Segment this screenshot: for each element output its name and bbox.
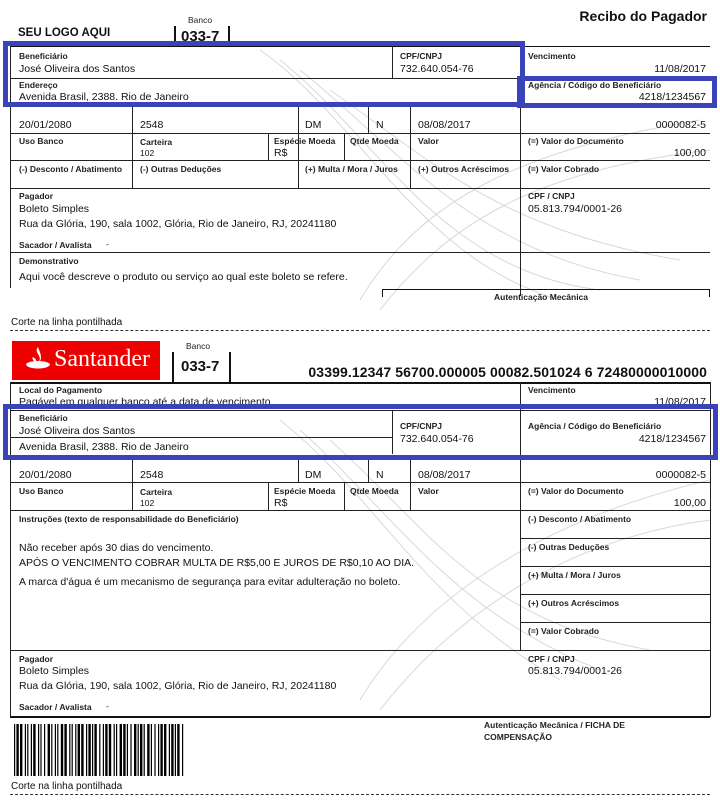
vencimento-value: 11/08/2017 [654, 63, 706, 75]
sacador-value-bottom: - [106, 701, 109, 711]
rule [10, 252, 710, 253]
barcode-bar [144, 724, 145, 776]
valor-documento-label: (=) Valor do Documento [528, 136, 624, 146]
barcode-bar [94, 724, 96, 776]
barcode-bar [127, 724, 128, 776]
instrucoes-label: Instruções (texto de responsabilidade do Beneficiário) [19, 514, 239, 524]
carteira-value-bottom: 102 [140, 498, 155, 508]
beneficiario-label: Beneficiário [19, 51, 68, 61]
valor-documento-value: 100,00 [673, 147, 706, 159]
cpf-label: CPF/CNPJ [400, 51, 443, 61]
pagador-cnpj-label: CPF / CNPJ [528, 191, 575, 201]
nosso-numero-value: 0000082-5 [655, 119, 706, 131]
barcode-bar [20, 724, 22, 776]
especie-doc-value: DM [305, 119, 322, 131]
divider [172, 352, 174, 382]
ficha-compensacao-label: Autenticação Mecânica / FICHA DE COMPENSAÇÃO [484, 720, 625, 742]
outras-deducoes-label-bottom: (-) Outras Deduções [528, 542, 610, 552]
valor-documento-label-bottom: (=) Valor do Documento [528, 486, 624, 496]
carteira-value: 102 [140, 148, 155, 158]
vencimento-label-bottom: Vencimento [528, 385, 576, 395]
barcode-bar [88, 724, 90, 776]
barcode-bar [57, 724, 58, 776]
barcode-bar [33, 724, 35, 776]
barcode-bar [27, 724, 28, 776]
banco-code: 033-7 [181, 28, 220, 45]
endereco-value-bottom: Avenida Brasil, 2388. Rio de Janeiro [19, 441, 189, 453]
carteira-label: Carteira [140, 137, 173, 147]
desconto-label-bottom: (-) Desconto / Abatimento [528, 514, 632, 524]
agencia-value-bottom: 4218/1234567 [638, 433, 706, 445]
endereco-value: Avenida Brasil, 2388. Rio de Janeiro [19, 91, 189, 103]
barcode-bar [140, 724, 142, 776]
barcode-bar [177, 724, 179, 776]
barcode-bar [78, 724, 80, 776]
cell-divider [368, 106, 369, 134]
barcode-bar [109, 724, 111, 776]
demonstrativo-label: Demonstrativo [19, 256, 79, 266]
rule [10, 188, 710, 189]
especie-moeda-value-bottom: R$ [274, 497, 288, 509]
qtde-moeda-label-bottom: Qtde Moeda [350, 486, 399, 496]
rule [520, 622, 710, 623]
numero-documento-value: 2548 [140, 119, 164, 131]
banco-code-bottom: 033-7 [181, 358, 220, 375]
cut-line-bottom [10, 794, 710, 795]
barcode-bar [86, 724, 87, 776]
highlight-beneficiario-bottom [3, 404, 718, 460]
barcode-bar [51, 724, 52, 776]
data-processamento-value-bottom: 08/08/2017 [418, 469, 471, 481]
rule [382, 289, 710, 290]
cell-divider [410, 106, 411, 188]
pagador-cnpj-label-bottom: CPF / CNPJ [528, 654, 575, 664]
barcode-bar [38, 724, 39, 776]
highlight-beneficiario-top [3, 41, 525, 107]
outros-acrescimos-label-bottom: (+) Outros Acréscimos [528, 598, 620, 608]
especie-moeda-label-bottom: Espécie Moeda [274, 486, 336, 496]
multa-label-bottom: (+) Multa / Mora / Juros [528, 570, 621, 580]
flame-icon [24, 346, 52, 374]
barcode-bar [44, 724, 45, 776]
valor-cobrado-label-bottom: (=) Valor Cobrado [528, 626, 600, 636]
barcode-bar [31, 724, 32, 776]
cell-divider [268, 482, 269, 510]
especie-doc-value-bottom: DM [305, 469, 322, 481]
multa-label: (+) Multa / Mora / Juros [305, 164, 398, 174]
rule [520, 594, 710, 595]
pagador-value: Boleto Simples [19, 203, 90, 215]
barcode-bar [147, 724, 149, 776]
cell-divider [132, 160, 133, 188]
rule [520, 566, 710, 567]
outras-deducoes-label: (-) Outras Deduções [140, 164, 222, 174]
recibo-title: Recibo do Pagador [579, 8, 707, 24]
barcode-bar [134, 724, 136, 776]
agencia-label: Agência / Código do Beneficiário [528, 80, 662, 90]
carteira-label-bottom: Carteira [140, 487, 173, 497]
logo-placeholder: SEU LOGO AQUI [18, 27, 111, 39]
beneficiario-value-bottom: José Oliveira dos Santos [19, 425, 136, 437]
instrucao-1: Não receber após 30 dias do vencimento. [19, 542, 214, 554]
sacador-label: Sacador / Avalista [19, 240, 92, 250]
barcode-bar [160, 724, 162, 776]
barcode-bar [16, 724, 18, 776]
divider [229, 352, 231, 382]
barcode-bar [92, 724, 93, 776]
valor-label: Valor [418, 136, 439, 146]
local-pagamento-value: Pagável em qualquer banco até a data de vencimento [19, 396, 271, 408]
valor-documento-value-bottom: 100,00 [673, 497, 706, 509]
barcode-bar [64, 724, 66, 776]
uso-banco-label: Uso Banco [19, 136, 64, 146]
pagador-label: Pagador [19, 191, 54, 201]
desconto-label: (-) Desconto / Abatimento [19, 164, 123, 174]
barcode-bar [75, 724, 76, 776]
agencia-value: 4218/1234567 [638, 91, 706, 103]
pagador-endereco-value-bottom: Rua da Glória, 190, sala 1002, Glória, Rio de Janeiro, RJ, 20241180 [19, 680, 337, 692]
barcode-bar [158, 724, 159, 776]
barcode-bar [40, 724, 41, 776]
barcode-bar [25, 724, 26, 776]
pagador-value-bottom: Boleto Simples [19, 665, 90, 677]
barcode-bar [171, 724, 173, 776]
rule [10, 133, 710, 134]
barcode-bar [138, 724, 139, 776]
instrucao-2: APÓS O VENCIMENTO COBRAR MULTA DE R$5,00 E JUROS DE R$0,10 AO DIA. [19, 557, 415, 569]
highlight-agencia-top [517, 76, 717, 108]
especie-moeda-label: Espécie Moeda [274, 136, 336, 146]
rule [10, 650, 710, 651]
valor-label-bottom: Valor [418, 486, 439, 496]
endereco-label: Endereço [19, 80, 58, 90]
aceite-value: N [376, 119, 384, 131]
cpf-value-bottom: 732.640.054-76 [400, 433, 474, 445]
cell-divider [344, 133, 345, 160]
barcode-bar [114, 724, 115, 776]
barcode [14, 724, 254, 776]
barcode-bar [151, 724, 152, 776]
rule [10, 382, 710, 384]
bank-name: Santander [54, 346, 150, 372]
data-documento-value-bottom: 20/01/2080 [19, 469, 72, 481]
cpf-label-bottom: CPF/CNPJ [400, 421, 443, 431]
linha-digitavel: 03399.12347 56700.000005 00082.501024 6 72480000010000 [308, 364, 707, 380]
outros-acrescimos-label: (+) Outros Acréscimos [418, 164, 510, 174]
corte-label-bottom: Corte na linha pontilhada [11, 781, 123, 792]
barcode-bar [182, 724, 183, 776]
nosso-numero-value-bottom: 0000082-5 [655, 469, 706, 481]
barcode-bar [69, 724, 70, 776]
rule [10, 510, 710, 511]
demonstrativo-value: Aqui você descreve o produto ou serviço ao qual este boleto se refere. [19, 271, 348, 283]
pagador-endereco-value: Rua da Glória, 190, sala 1002, Glória, Rio de Janeiro, RJ, 20241180 [19, 218, 337, 230]
barcode-bar [154, 724, 155, 776]
banco-label: Banco [188, 15, 213, 25]
barcode-bar [169, 724, 170, 776]
cpf-value: 732.640.054-76 [400, 63, 474, 75]
barcode-bar [175, 724, 176, 776]
data-documento-value: 20/01/2080 [19, 119, 72, 131]
vencimento-label: Vencimento [528, 51, 576, 61]
uso-banco-label-bottom: Uso Banco [19, 486, 64, 496]
autenticacao-label: Autenticação Mecânica [494, 292, 589, 302]
barcode-bar [48, 724, 50, 776]
beneficiario-label-bottom: Beneficiário [19, 413, 68, 423]
qtde-moeda-label: Qtde Moeda [350, 136, 399, 146]
barcode-bar [61, 724, 63, 776]
barcode-bar [116, 724, 117, 776]
cell-divider [298, 106, 299, 188]
corte-label: Corte na linha pontilhada [11, 317, 123, 328]
rule [10, 482, 710, 483]
banco-label-bottom: Banco [186, 341, 211, 351]
barcode-bar [99, 724, 100, 776]
instrucao-3: A marca d'água é um mecanismo de segurança para evitar adulteração no boleto. [19, 576, 401, 588]
data-processamento-value: 08/08/2017 [418, 119, 471, 131]
divider [382, 289, 383, 297]
barcode-bar [123, 724, 125, 776]
barcode-bar [164, 724, 166, 776]
pagador-cnpj-value-bottom: 05.813.794/0001-26 [528, 665, 623, 677]
valor-cobrado-label: (=) Valor Cobrado [528, 164, 600, 174]
barcode-bar [130, 724, 131, 776]
rule [520, 538, 710, 539]
beneficiario-value: José Oliveira dos Santos [19, 63, 136, 75]
pagador-label-bottom: Pagador [19, 654, 54, 664]
local-pagamento-label: Local do Pagamento [19, 385, 103, 395]
cell-divider [268, 133, 269, 160]
pagador-cnpj-value: 05.813.794/0001-26 [528, 203, 623, 215]
barcode-bar [120, 724, 122, 776]
barcode-bar [55, 724, 56, 776]
especie-moeda-value: R$ [274, 147, 288, 159]
vencimento-value-bottom: 11/08/2017 [654, 396, 706, 408]
barcode-bar [72, 724, 73, 776]
barcode-bar [103, 724, 104, 776]
aceite-value-bottom: N [376, 469, 384, 481]
numero-documento-value-bottom: 2548 [140, 469, 164, 481]
rule [10, 160, 710, 161]
barcode-bar [14, 724, 15, 776]
cut-line [10, 330, 710, 331]
sacador-label-bottom: Sacador / Avalista [19, 702, 92, 712]
cell-divider [344, 482, 345, 510]
barcode-bar [105, 724, 107, 776]
santander-logo [12, 341, 160, 380]
divider [709, 289, 710, 297]
agencia-label-bottom: Agência / Código do Beneficiário [528, 421, 662, 431]
sacador-value: - [106, 239, 109, 249]
rule [10, 716, 710, 718]
barcode-bar [81, 724, 83, 776]
